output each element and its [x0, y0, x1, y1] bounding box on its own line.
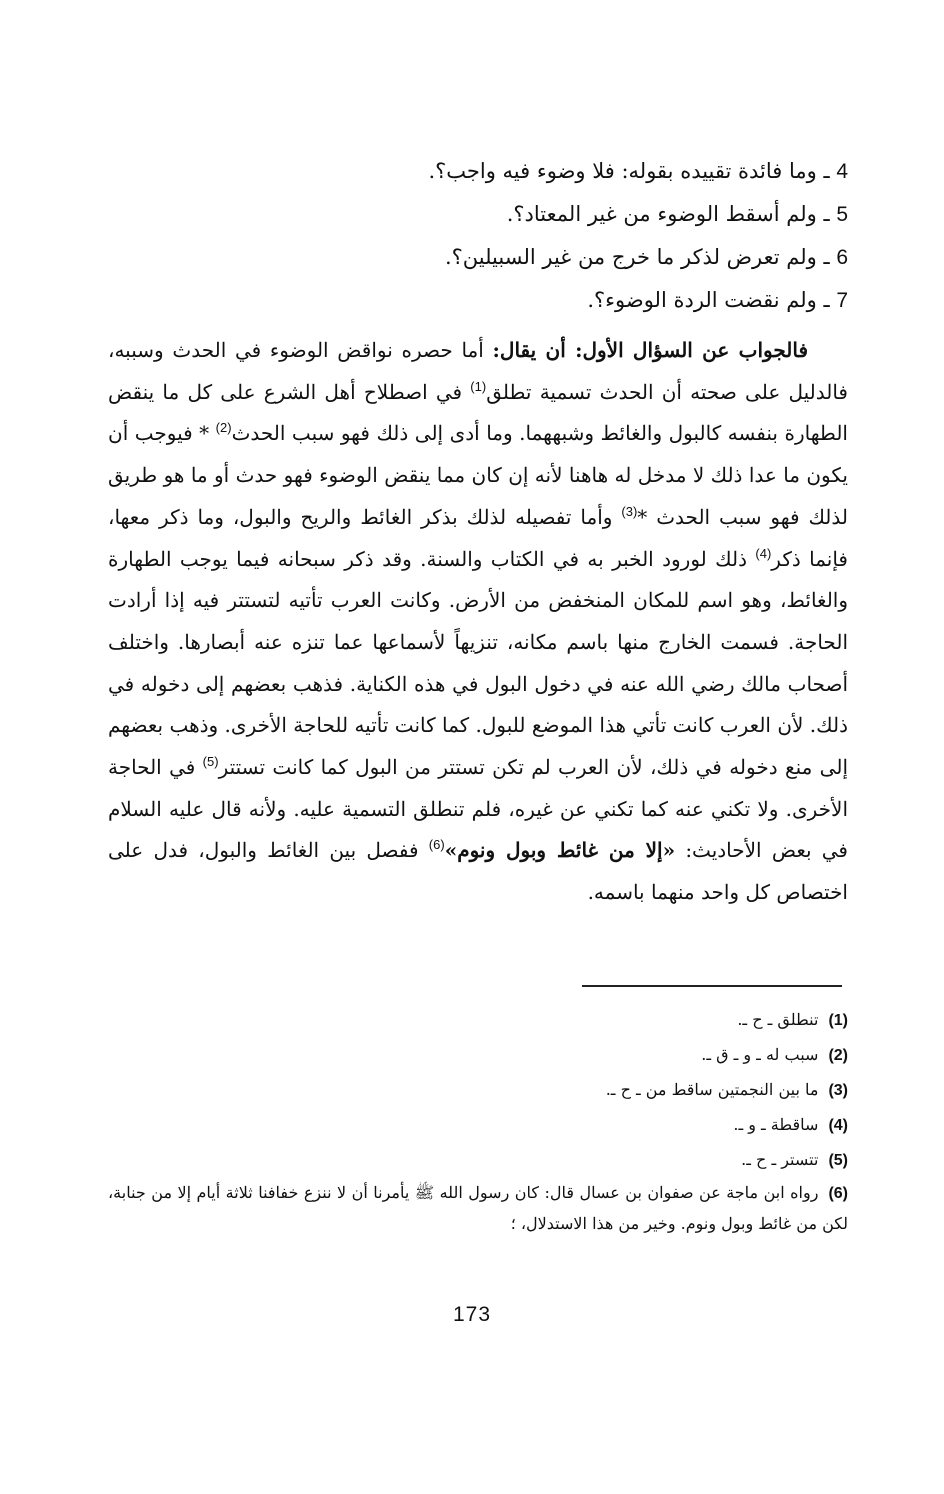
- footnote-text: تتستر ـ ح ـ.: [741, 1150, 819, 1169]
- main-text-block: [108, 150, 848, 934]
- footnote-ref-3[interactable]: (3): [621, 503, 638, 519]
- footnote-text: سبب له ـ و ـ ق ـ.: [701, 1045, 819, 1064]
- question-text: ـ ولم نقضت الردة الوضوء؟.: [587, 288, 837, 312]
- footnote-ref-4[interactable]: (4): [755, 545, 772, 561]
- footnote-number: (6): [828, 1185, 848, 1202]
- answer-text-6: في الحاجة الأخرى. ولا تكني عنه كما تكني عن غيره، فلم تنطلق التسمية عليه. ولأنه قال عليه السلام في بعض الأحاديث:: [108, 755, 848, 863]
- footnote-ref-5[interactable]: (5): [202, 754, 219, 770]
- question-line-6: [108, 236, 848, 279]
- footnote-6: [108, 1178, 848, 1239]
- answer-text-4: وأما تفصيله لذلك بذكر الغائط والريح والبول، وما ذكر معها، فإنما ذكر: [108, 504, 848, 571]
- question-number: 5: [836, 203, 848, 226]
- answer-text-1: أما حصره نواقض الوضوء في الحدث وسببه، فالدليل على صحته أن الحدث تسمية تطلق: [108, 338, 848, 404]
- hadith-quote: «إلا من غائط وبول ونوم»: [444, 838, 676, 863]
- question-line-5: [108, 193, 848, 236]
- footnote-5: [108, 1143, 848, 1178]
- question-line-4: [108, 150, 848, 193]
- answer-text-5: ذلك لورود الخبر به في الكتاب والسنة. وقد ذكر سبحانه فيما يوجب الطهارة والغائط، وهو اسم للمكان المنخفض من الأرض. وكانت العرب تأتيه لتستتر فيه إذا أرادت الحاجة. فسمت الخارج منها باسم مكانه، تنزيهاً لأسماعها عما تنزه عنه أبصارها. واختلف أصحاب مالك رضي الله عنه في دخول البول في هذه الكناية. فذهب بعضهم إلى دخوله في ذلك. لأن العرب كانت تأتي هذا الموضع للبول. كما كانت تأتيه للحاجة الأخرى. وذهب بعضهم إلى منع دخوله في ذلك، لأن العرب لم تكن تستتر من البول كما كانت تستتر: [108, 546, 849, 780]
- answer-text-2: في اصطلاح أهل الشرع على كل ما ينقض الطهارة بنفسه كالبول والغائط وشبههما. وما أدى إلى ذلك فهو سبب الحدث: [108, 379, 848, 446]
- answer-text-3: * فيوجب أن يكون ما عدا ذلك لا مدخل له هاهنا لأنه إن كان مما ينقض الوضوء فهو حدث أو ما هو طريق لذلك فهو سبب الحدث *: [108, 421, 848, 529]
- footnote-number: (2): [828, 1047, 848, 1064]
- footnote-4: [108, 1108, 848, 1143]
- question-number: 4: [836, 160, 848, 183]
- question-text: ـ ولم أسقط الوضوء من غير المعتاد؟.: [506, 202, 837, 226]
- footnote-3: [108, 1073, 848, 1108]
- question-line-7: [108, 279, 848, 322]
- footnote-number: (5): [828, 1152, 848, 1169]
- footnote-number: (3): [828, 1082, 848, 1099]
- footnote-separator: [582, 985, 842, 987]
- footnote-number: (4): [828, 1117, 848, 1134]
- footnote-ref-2[interactable]: (2): [215, 420, 232, 436]
- footnote-text: ما بين النجمتين ساقط من ـ ح ـ.: [605, 1080, 819, 1099]
- question-text: ـ ولم تعرض لذكر ما خرج من غير السبيلين؟.: [444, 245, 837, 269]
- answer-text-7: ففصل بين الغائط والبول، فدل على اختصاص كل واحد منهما باسمه.: [108, 838, 848, 905]
- question-number: 6: [836, 246, 848, 269]
- answer-lead: فالجواب عن السؤال الأول: أن يقال:: [492, 338, 808, 362]
- footnotes-block: [108, 1003, 848, 1239]
- footnote-text: تنطلق ـ ح ـ.: [737, 1010, 819, 1029]
- question-text: ـ وما فائدة تقييده بقوله: فلا وضوء فيه واجب؟.: [428, 159, 837, 183]
- footnote-text: ساقطة ـ و ـ.: [733, 1115, 819, 1134]
- footnote-ref-1[interactable]: (1): [470, 378, 487, 394]
- question-number: 7: [836, 289, 848, 312]
- footnote-1: [108, 1003, 848, 1038]
- footnote-text: رواه ابن ماجة عن صفوان بن عسال قال: كان رسول الله ﷺ يأمرنا أن لا ننزع خفافنا ثلاثة أيام إلا من جنابة، لكن من غائط وبول ونوم. وخير من هذا الاستدلال، ؛: [108, 1183, 848, 1233]
- footnote-number: (1): [828, 1012, 848, 1029]
- answer-paragraph: [108, 330, 848, 914]
- footnote-2: [108, 1038, 848, 1073]
- page-number: 173: [452, 1303, 492, 1326]
- footnote-ref-6[interactable]: (6): [428, 837, 445, 853]
